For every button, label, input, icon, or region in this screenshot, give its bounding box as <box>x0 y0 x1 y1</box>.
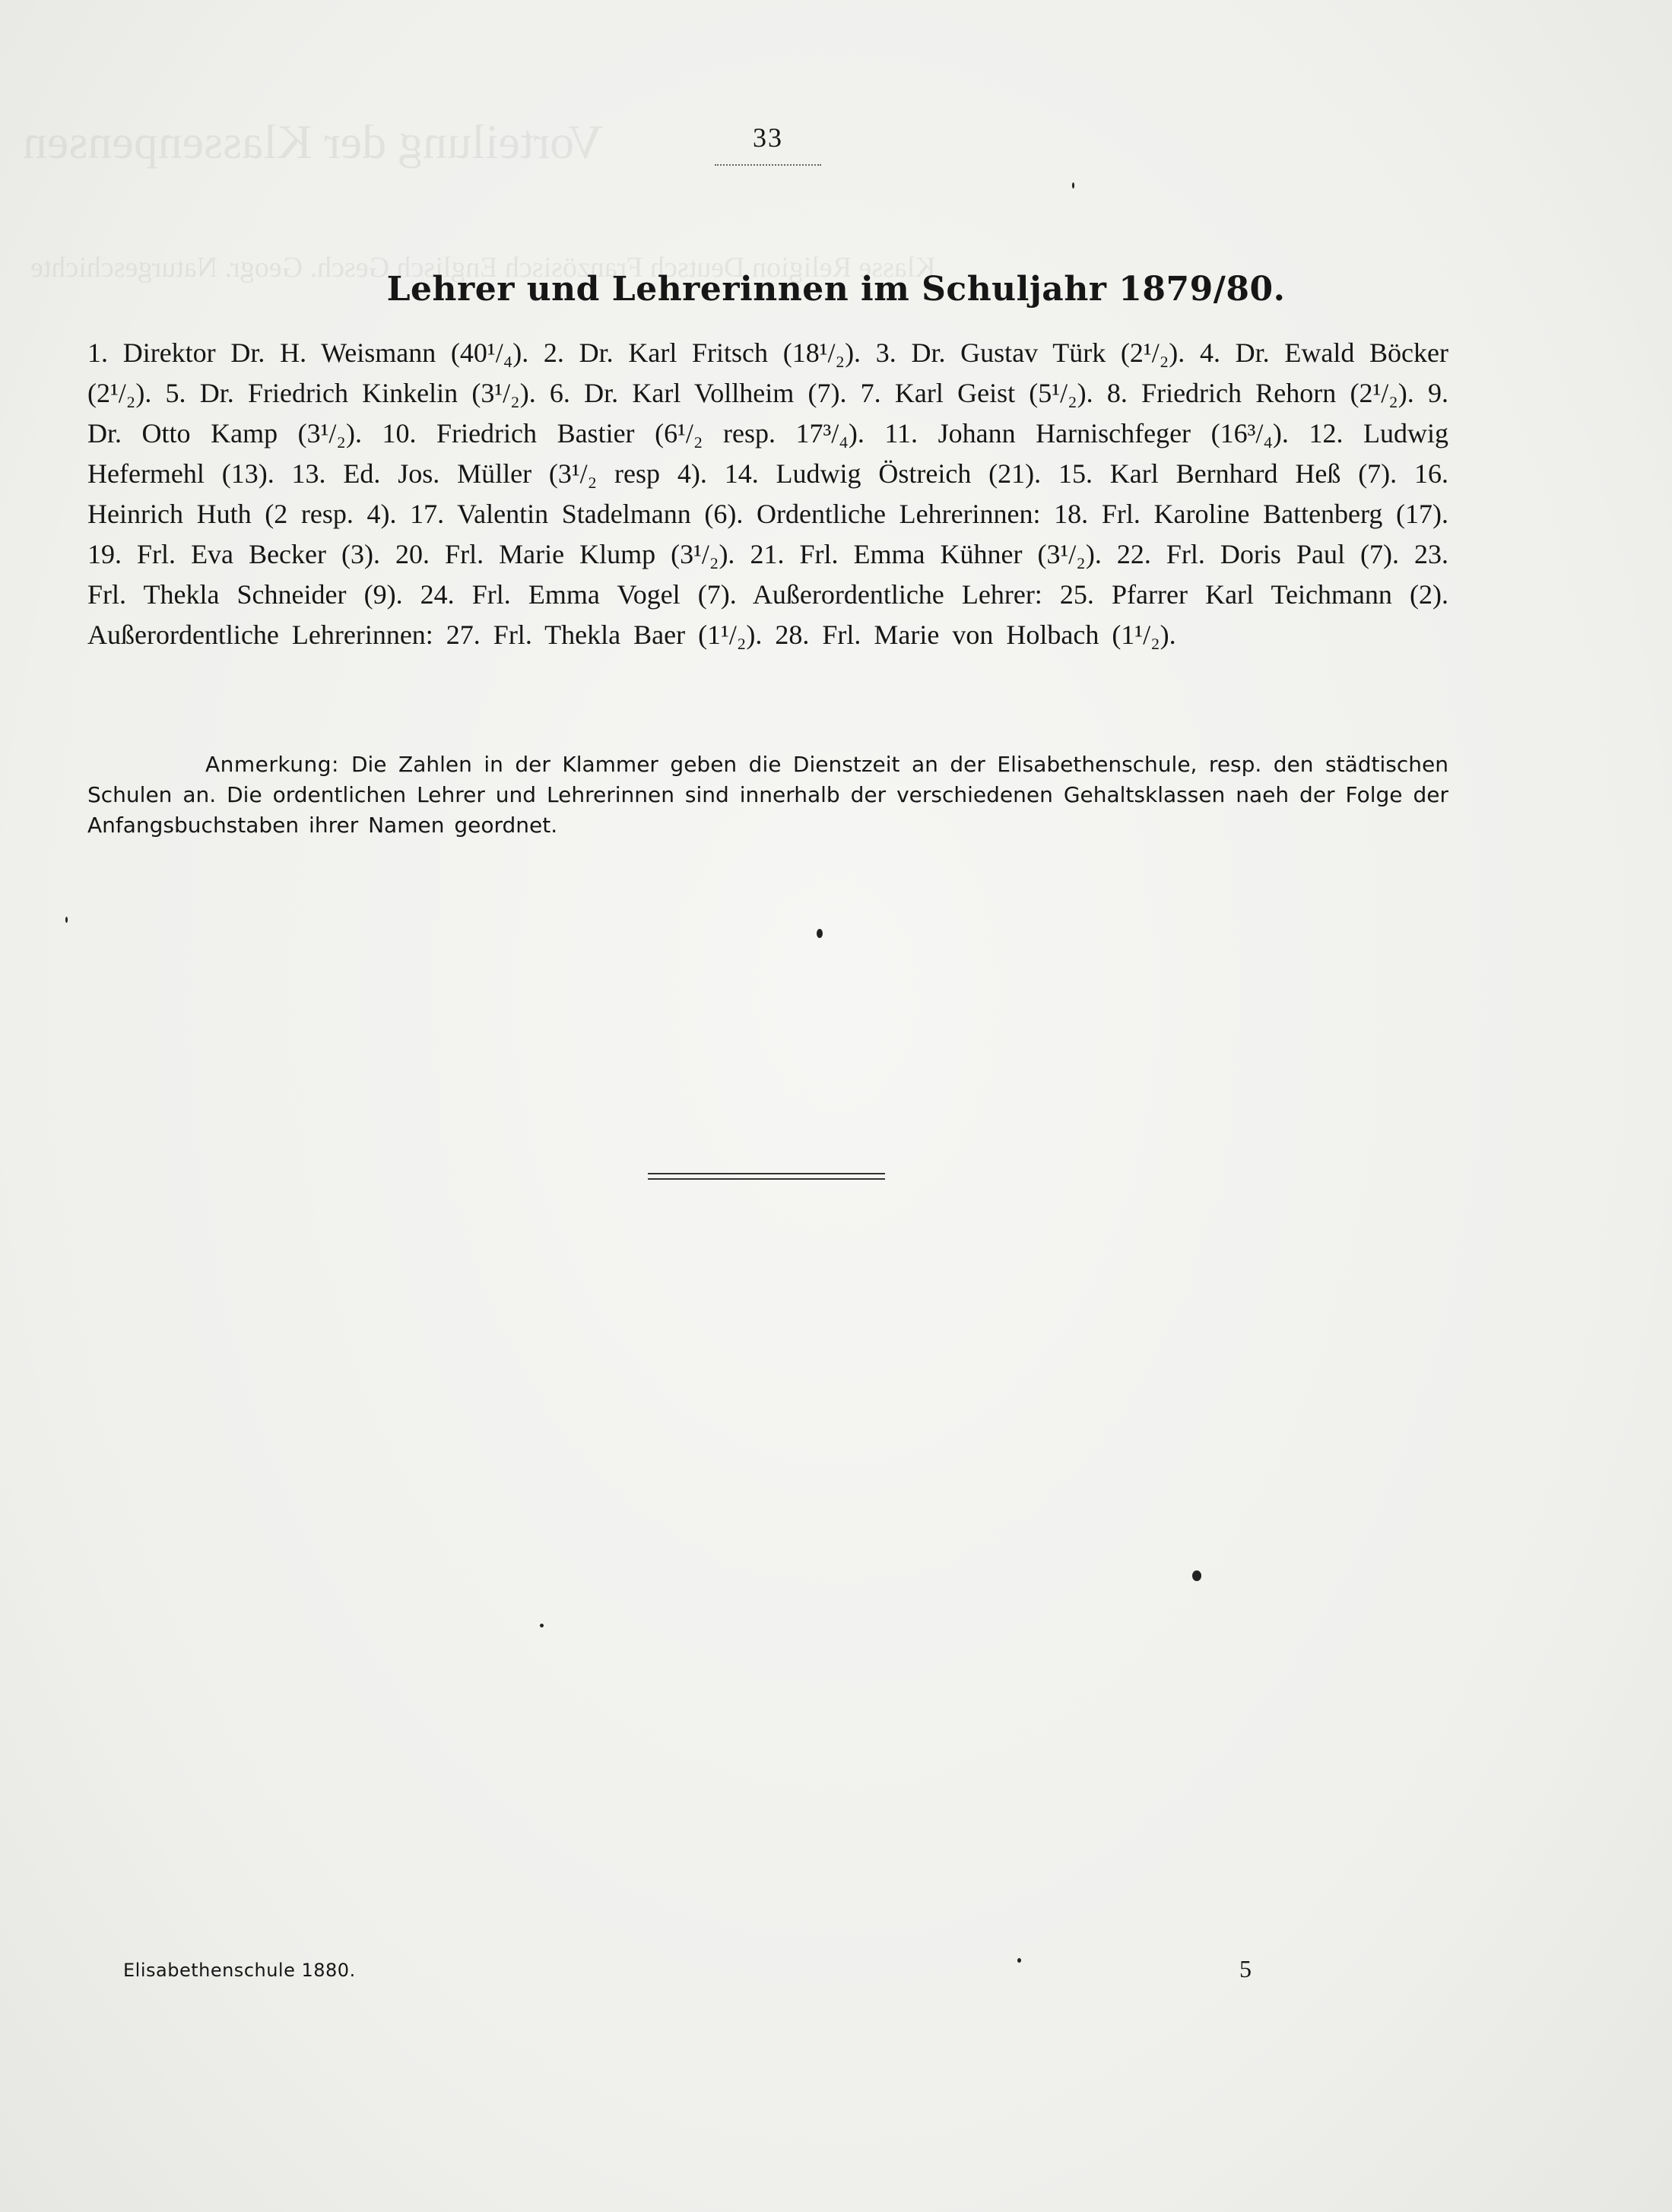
print-speck <box>1017 1958 1021 1963</box>
bleed-through-columns: Klasse Religion Deutsch Französisch Englisch Gesch. Geogr. Naturgeschichte <box>30 252 936 284</box>
section-divider <box>648 1173 885 1180</box>
bleed-through-heading: Vorteilung der Klassenpensen <box>23 115 604 169</box>
page-number: 33 <box>753 122 783 153</box>
page-number-underline <box>715 164 821 170</box>
remark-label: Anmerkung: <box>205 752 351 777</box>
footer-publication: Elisabethenschule 1880. <box>123 1960 356 1981</box>
footer-signature-mark: 5 <box>1239 1955 1252 1982</box>
page-title: Lehrer und Lehrerinnen im Schuljahr 1879/80. <box>386 270 1286 309</box>
print-speck <box>817 929 823 938</box>
remark-note <box>87 749 1448 841</box>
print-speck <box>1192 1570 1201 1581</box>
print-speck <box>540 1624 544 1627</box>
remark-text: Die Zahlen in der Klammer geben die Dienstzeit an der Elisabethenschule, resp. den städtischen Schulen an. Die ordentlichen Lehrer und Lehrerinnen sind innerhalb der verschiedenen Gehaltsklassen naeh der Folge der Anfangsbuchstaben ihrer Namen geordnet. <box>87 752 1448 838</box>
print-speck <box>1072 182 1074 189</box>
print-speck <box>65 917 68 923</box>
teacher-list: 1. Direktor Dr. H. Weismann (40¹/₄). 2. Dr. Karl Fritsch (18¹/₂). 3. Dr. Gustav Türk (2¹/₂). 4. Dr. Ewald Böcker (2¹/₂). 5. Dr. Friedrich Kinkelin (3¹/₂). 6. Dr. Karl Vollheim (7). 7. Karl Geist (5¹/₂). 8. Friedrich Rehorn (2¹/₂). 9. Dr. Otto Kamp (3¹/₂). 10. Friedrich Bastier (6¹/₂ resp. 17³/₄). 11. Johann Harnischfeger (16³/₄). 12. Ludwig Hefermehl (13). 13. Ed. Jos. Müller (3¹/₂ resp 4). 14. Ludwig Östreich (21). 15. Karl Bernhard Heß (7). 16. Heinrich Huth (2 resp. 4). 17. Valentin Stadelmann (6). Ordentliche Lehrerinnen: 18. Frl. Karoline Battenberg (17). 19. Frl. Eva Becker (3). 20. Frl. Marie Klump (3¹/₂). 21. Frl. Emma Kühner (3¹/₂). 22. Frl. Doris Paul (7). 23. Frl. Thekla Schneider (9). 24. Frl. Emma Vogel (7). Außerordentliche Lehrer: 25. Pfarrer Karl Teichmann (2). Außerordentliche Lehrerinnen: 27. Frl. Thekla Baer (1¹/₂). 28. Frl. Marie von Holbach (1¹/₂). <box>87 338 1448 650</box>
